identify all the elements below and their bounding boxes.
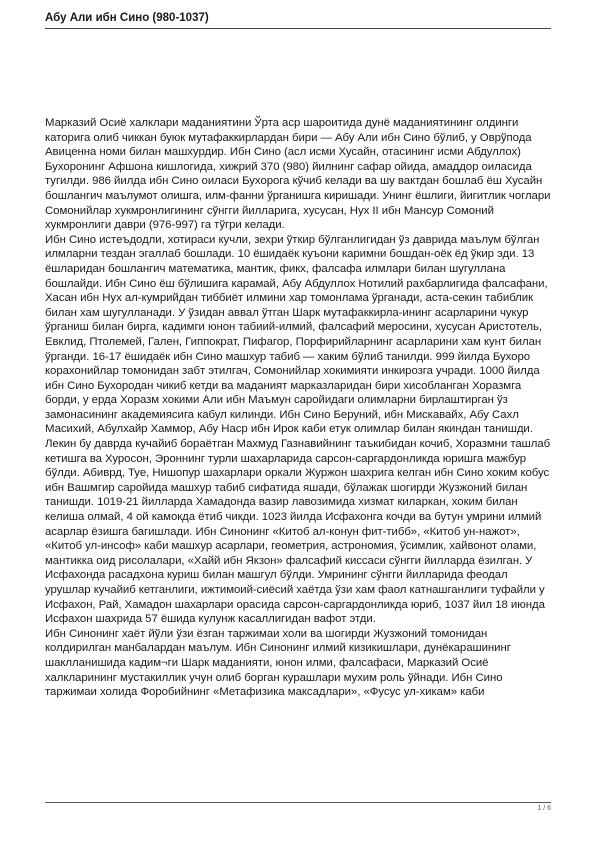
page-header xyxy=(45,10,551,29)
paragraph: Ибн Сино истеъдодли, хотираси кучли, зехри ўткир бўлганлигидан ўз даврида маълум бўлган илмларни тездан эгаллаб бошлади. 10 ёшидаёк куъони каримни бошдан-оёк ёд ўкир эди. 13 ёшларидан бошлангич математика, мантик, фикх, фалсафа илмлари билан шугуллана бошлайди. Ибн Сино ёш бўлишига карамай, Абу Абдуллох Нотилий рахбарлигида фалсафани, Хасан ибн Нух ал-кумрийдан тиббиёт илмини хар томонлама ўрганади, аста-секин табиблик билан хам шугулланади. У ўзидан аввал ўтган Шарк мутафаккирла-ининг асарларини чукур ўрганиш билан бирга, кадимги юнон табиий-илмий, фалсафий меросини, хусусан Аристотель, Евклид, Птолемей, Гален, Гиппократ, Пифагор, Порфирийларнинг асарларини хам кунт билан ўрганди. 16-17 ёшидаёк ибн Сино машхур табиб — хаким бўлиб танилди. 999 йилда Бухоро корахонийлар томонидан забт этилгач, Сомонийлар хокимияти инкирозга учради. 1000 йилда ибн Сино Бухородан чикиб кетди ва маданият марказларидан бири хисобланган Хоразмга борди, у ерда Хоразм хокими Али ибн Маъмун саройидаги олимларни бирлаштирган ўз замонасининг академиясига кабул килинди. Ибн Сино Беруний, ибн Мискавайх, Абу Сахл Масихий, Абулхайр Хаммор, Абу Наср ибн Ирок каби етук олимлар билан якиндан танишди. Лекин бу даврда кучайиб бораётган Махмуд Газнавийнинг таъкибидан кочиб, Хоразмни ташлаб кетишга ва Хуросон, Эроннинг турли шахарларида сарсон-саргардонликда юришга мажбур бўлди. Абиврд, Туе, Нишопур шахарлари оркали Журжон шахрига келган ибн Сино хоким кобус ибн Вашмгир саройида машхур табиб сифатида яшади, бўлажак шогирди Жузжоний билан танишди. 1019-21 йилларда Хамадонда вазир лавозимида хизмат киларкан, хоким билан келиша олмай, 4 ой камокда ётиб чикди. 1023 йилда Исфахонга кочди ва бутун умрини илмий асарлар ёзишга багишлади. Ибн Синонинг «Китоб ал-конун фит-тибб», «Китоб ун-нажот», «Китоб ул-инсоф» каби машхур асарлари, геометрия, астрономия, ўсимлик, хайвонот олами, мантикка оид рисолалари, «Хайй ибн Якзон» фалсафий киссаси сўнгги йилларда ёзилган. У Исфахонда расадхона куриш билан машгул бўлди. Умрининг сўнгги йилларида феодал урушлар кучайиб кетганлиги, ижтимоий-сиёсий хаётда ўзи хам фаол катнашганлиги туфайли у Исфахон, Рай, Хамадон шахарлари орасида сарсон-саргардонликда юриб, 1037 йил 18 июнда Исфахон шахрида 57 ёшида кулунж касаллигидан вафот этди. xyxy=(45,233,551,626)
paragraph: Ибн Синонинг хаёт йўли ўзи ёзган таржимаи холи ва шогирди Жузжоний томонидан колдирилган манбалардан маълум. Ибн Синонинг илмий кизикишлари, дунёкарашининг шаклланишида кадим¬ги Шарк маданияти, юнон илми, фалсафаси, Марказий Осиё халкларининг мустакиллик учун олиб борган курашлари мухим роль ўйнади. Ибн Сино таржимаи холида Форобийнинг «Метафизика максадлари», «Фусус ул-хикам» каби xyxy=(45,627,511,699)
page-number: 1 / 6 xyxy=(537,805,551,812)
page-title: Абу Али ибн Сино (980-1037) xyxy=(45,12,209,24)
article-body xyxy=(45,116,551,700)
page-footer xyxy=(45,802,551,812)
paragraph: Марказий Осиё халклари маданиятини Ўрта аср шароитида дунё маданиятининг олдинги каторига олиб чиккан буюк мутафаккирлардан бири — Абу Али ибн Сино бўлиб, у Оврўпода Авиценна номи билан машхурдир. Ибн Сино (асл исми Хусайн, отасининг исми Абдуллох) Бухоронинг Афшона кишлогида, хижрий 370 (980) йилнинг сафар ойида, амаддор оиласида тугилди. 986 йилда ибн Сино оиласи Бухорога кўчиб келади ва шу вактдан бошлаб ёш Хусайн бошлангич маълумот олишга, илм-фанни ўрганишга киришади. Унинг ёшлиги, йигитлик чоглари Сомонийлар хукмронлигининг сўнгги йилларига, хусусан, Нух II ибн Мансур Сомоний хукмронлиги даври (976-997) га тўгри келади. xyxy=(45,117,551,232)
